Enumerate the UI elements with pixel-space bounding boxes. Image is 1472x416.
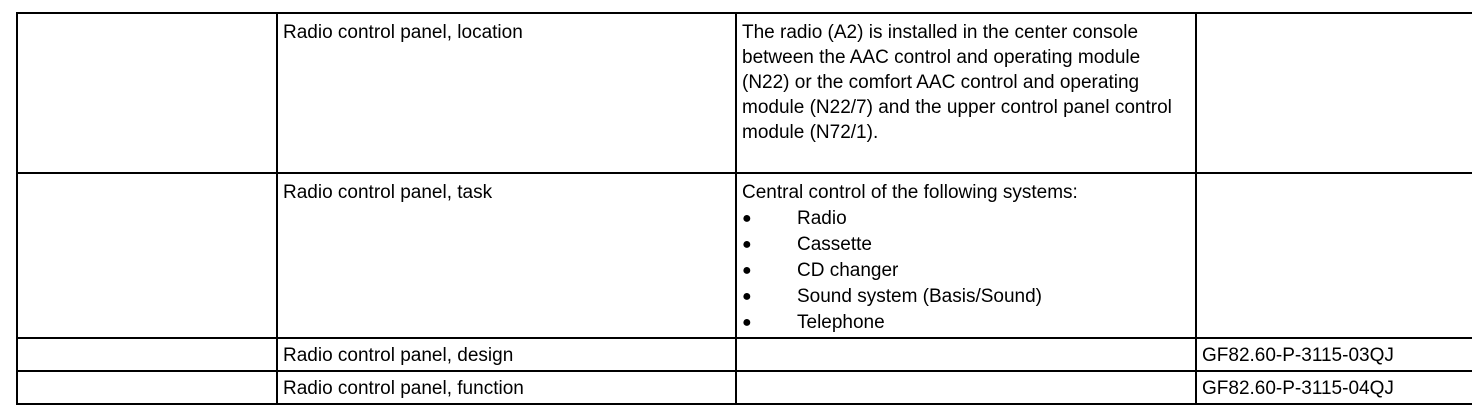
blank-cell bbox=[17, 13, 277, 173]
description-text: The radio (A2) is installed in the center console between the AAC control and operating module (N22) or the comfort AAC control and operating module (N22/7) and the upper control panel control module (N72/1). bbox=[742, 22, 1172, 143]
row-title: Radio control panel, task bbox=[277, 173, 736, 338]
list-item bbox=[742, 257, 1190, 283]
row-title: Radio control panel, location bbox=[277, 13, 736, 173]
table-row bbox=[17, 371, 1472, 404]
list-item bbox=[742, 283, 1190, 309]
row-title: Radio control panel, function bbox=[277, 371, 736, 404]
list-item bbox=[742, 205, 1190, 231]
table-row bbox=[17, 173, 1472, 338]
reference-cell bbox=[1196, 173, 1472, 338]
row-title: Radio control panel, design bbox=[277, 338, 736, 371]
list-item-label: CD changer bbox=[797, 259, 899, 281]
systems-list bbox=[742, 205, 1190, 335]
list-item-label: Telephone bbox=[797, 311, 885, 333]
blank-cell bbox=[17, 173, 277, 338]
bullet-icon: ● bbox=[742, 235, 752, 253]
row-description bbox=[736, 173, 1196, 338]
table-row bbox=[17, 338, 1472, 371]
row-description bbox=[736, 338, 1196, 371]
blank-cell bbox=[17, 371, 277, 404]
bullet-icon: ● bbox=[742, 261, 752, 279]
list-item-label: Sound system (Basis/Sound) bbox=[797, 285, 1043, 307]
reference-link[interactable]: GF82.60-P-3115-03QJ bbox=[1196, 338, 1472, 371]
bullet-icon: ● bbox=[742, 209, 752, 227]
document-table bbox=[16, 12, 1472, 405]
list-item bbox=[742, 309, 1190, 335]
list-item-label: Radio bbox=[797, 207, 847, 229]
bullet-icon: ● bbox=[742, 287, 752, 305]
reference-cell bbox=[1196, 13, 1472, 173]
blank-cell bbox=[17, 338, 277, 371]
list-item-label: Cassette bbox=[797, 233, 872, 255]
reference-link[interactable]: GF82.60-P-3115-04QJ bbox=[1196, 371, 1472, 404]
description-text: Central control of the following systems: bbox=[742, 182, 1078, 203]
list-item bbox=[742, 231, 1190, 257]
table-row bbox=[17, 13, 1472, 173]
row-description bbox=[736, 371, 1196, 404]
bullet-icon: ● bbox=[742, 313, 752, 331]
row-description bbox=[736, 13, 1196, 173]
